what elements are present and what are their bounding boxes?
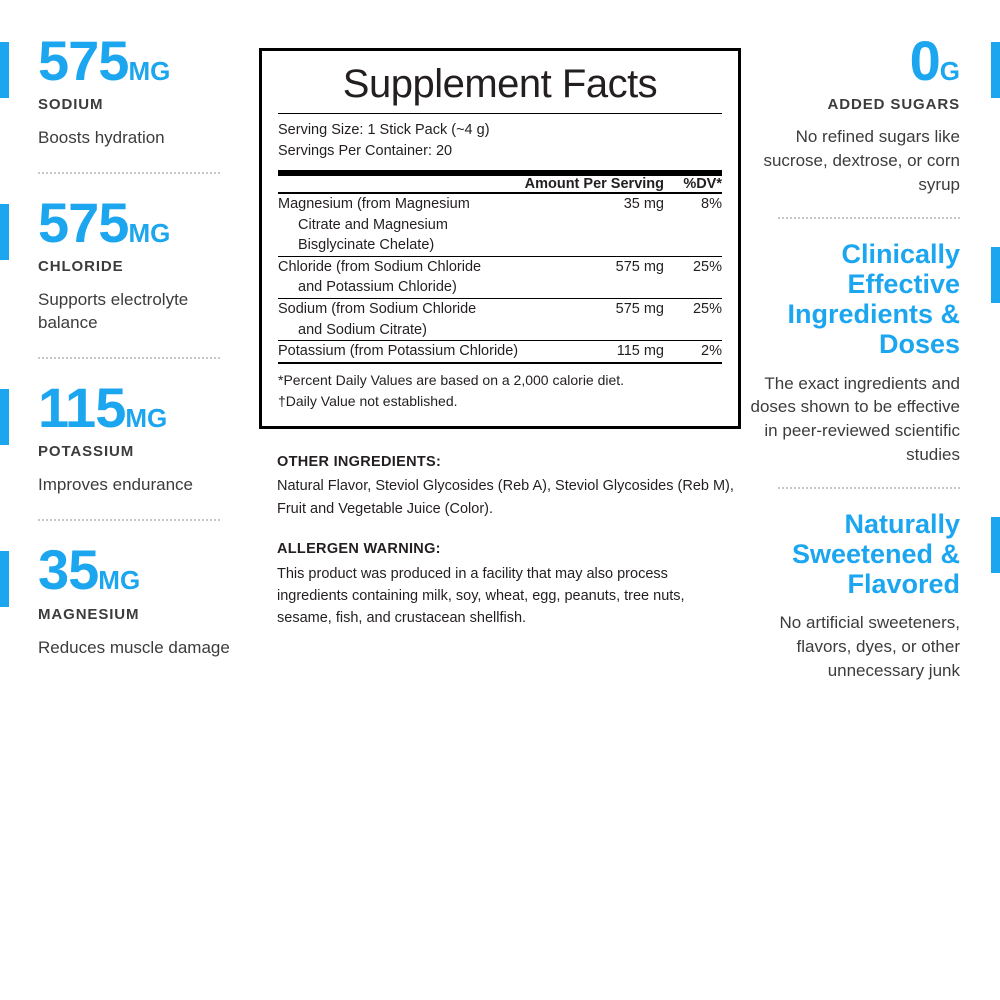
nutrient-name: Potassium (from Potassium Chloride) xyxy=(278,343,519,360)
accent-bar-icon xyxy=(991,247,1000,303)
benefit-heading: Clinically Effective Ingredients & Doses xyxy=(787,238,960,360)
stat-sodium xyxy=(0,29,250,150)
stat-label: ADDED SUGARS xyxy=(827,96,960,114)
footnote-dv-not-established: †Daily Value not established. xyxy=(278,392,458,409)
serving-size: Serving Size: 1 Stick Pack (~4 g) xyxy=(278,122,490,138)
allergen-warning-text: This product was produced in a facility that may also process ingredients containing milk, soy, wheat, egg, peanuts, tree nuts, sesame, fish, and crustacean shellfish. xyxy=(277,565,685,627)
stat-chloride xyxy=(0,191,250,335)
supplement-facts-box xyxy=(259,48,741,429)
nutrient-dv: 2% xyxy=(701,343,722,360)
accent-bar-icon xyxy=(0,42,9,98)
table-row xyxy=(278,257,722,298)
nutrient-name: Chloride (from Sodium Chloride and Potassium Chloride) xyxy=(278,258,482,296)
table-header-row xyxy=(278,176,722,192)
nutrient-amount: 575 mg xyxy=(615,258,664,275)
stat-value: 575MG xyxy=(38,29,171,92)
stat-value: 115MG xyxy=(38,376,168,440)
divider xyxy=(778,487,960,489)
stat-description: Supports electrolyte balance xyxy=(38,290,189,333)
benefit-clinically-effective xyxy=(740,239,1000,467)
right-benefits-column xyxy=(740,29,1000,683)
nutrient-dv: 25% xyxy=(692,258,722,275)
supplement-facts-title: Supplement Facts xyxy=(342,62,658,106)
nutrient-amount: 35 mg xyxy=(623,196,664,213)
stat-value: 35MG xyxy=(38,538,141,602)
other-ingredients-text: Natural Flavor, Steviol Glycosides (Reb A), Steviol Glycosides (Reb M), Fruit and Vegetable Juice (Color). xyxy=(277,478,734,517)
stat-unit: MG xyxy=(125,403,168,434)
nutrition-rows xyxy=(278,194,722,256)
nutrient-amount: 115 mg xyxy=(616,343,664,360)
nutrient-amount: 575 mg xyxy=(615,300,664,317)
allergen-warning-heading: ALLERGEN WARNING: xyxy=(277,541,441,558)
stat-magnesium xyxy=(0,538,250,659)
stat-potassium xyxy=(0,376,250,497)
stat-unit: G xyxy=(939,56,960,86)
nutrient-dv: 8% xyxy=(701,196,722,213)
nutrient-name: Magnesium (from Magnesium Citrate and Magnesium Bisglycinate Chelate) xyxy=(278,196,470,254)
stat-unit: MG xyxy=(128,218,171,249)
stat-label: CHLORIDE xyxy=(38,258,124,276)
accent-bar-icon xyxy=(0,389,9,445)
stat-description: Improves endurance xyxy=(38,475,193,495)
stat-description: Reduces muscle damage xyxy=(38,637,230,657)
table-row xyxy=(278,299,722,340)
stat-unit: MG xyxy=(98,565,141,596)
stat-value: 0G xyxy=(909,29,960,92)
col-header-amount: Amount Per Serving xyxy=(524,176,664,193)
col-header-dv: %DV* xyxy=(683,176,722,193)
nutrient-name: Sodium (from Sodium Chloride and Sodium Citrate) xyxy=(278,300,477,338)
nutrition-rows xyxy=(278,341,722,362)
accent-bar-icon xyxy=(0,551,9,607)
stat-unit: MG xyxy=(128,56,171,86)
divider xyxy=(778,217,960,219)
stat-label: MAGNESIUM xyxy=(38,605,140,623)
stat-value: 575MG xyxy=(38,191,171,255)
nutrient-dv: 25% xyxy=(692,300,722,317)
accent-bar-icon xyxy=(991,517,1000,573)
stat-label: SODIUM xyxy=(38,96,104,114)
divider xyxy=(38,519,220,521)
table-row xyxy=(278,194,722,256)
left-stats-column xyxy=(0,29,250,659)
accent-bar-icon xyxy=(991,42,1000,98)
servings-per-container: Servings Per Container: 20 xyxy=(278,143,453,160)
benefit-naturally-sweetened xyxy=(740,509,1000,683)
benefit-heading: Naturally Sweetened & Flavored xyxy=(791,508,960,600)
divider xyxy=(38,357,220,359)
stat-label: POTASSIUM xyxy=(38,443,135,461)
center-panel xyxy=(259,48,741,630)
divider xyxy=(38,172,220,174)
benefit-description: No artificial sweeteners, flavors, dyes, or other unnecessary junk xyxy=(779,613,960,680)
table-row xyxy=(278,341,722,362)
nutrition-table xyxy=(278,176,722,192)
ingredients-section xyxy=(259,451,741,630)
stat-added-sugars xyxy=(740,29,1000,197)
stat-description: Boosts hydration xyxy=(38,128,165,148)
stat-description: No refined sugars like sucrose, dextrose, or corn syrup xyxy=(763,127,960,194)
accent-bar-icon xyxy=(0,204,9,260)
footnote-daily-values: *Percent Daily Values are based on a 2,000 calorie diet. xyxy=(278,371,625,388)
benefit-description: The exact ingredients and doses shown to be effective in peer-reviewed scientific studies xyxy=(750,373,960,464)
nutrition-rows xyxy=(278,257,722,298)
other-ingredients-heading: OTHER INGREDIENTS: xyxy=(277,453,442,470)
nutrition-rows xyxy=(278,299,722,340)
